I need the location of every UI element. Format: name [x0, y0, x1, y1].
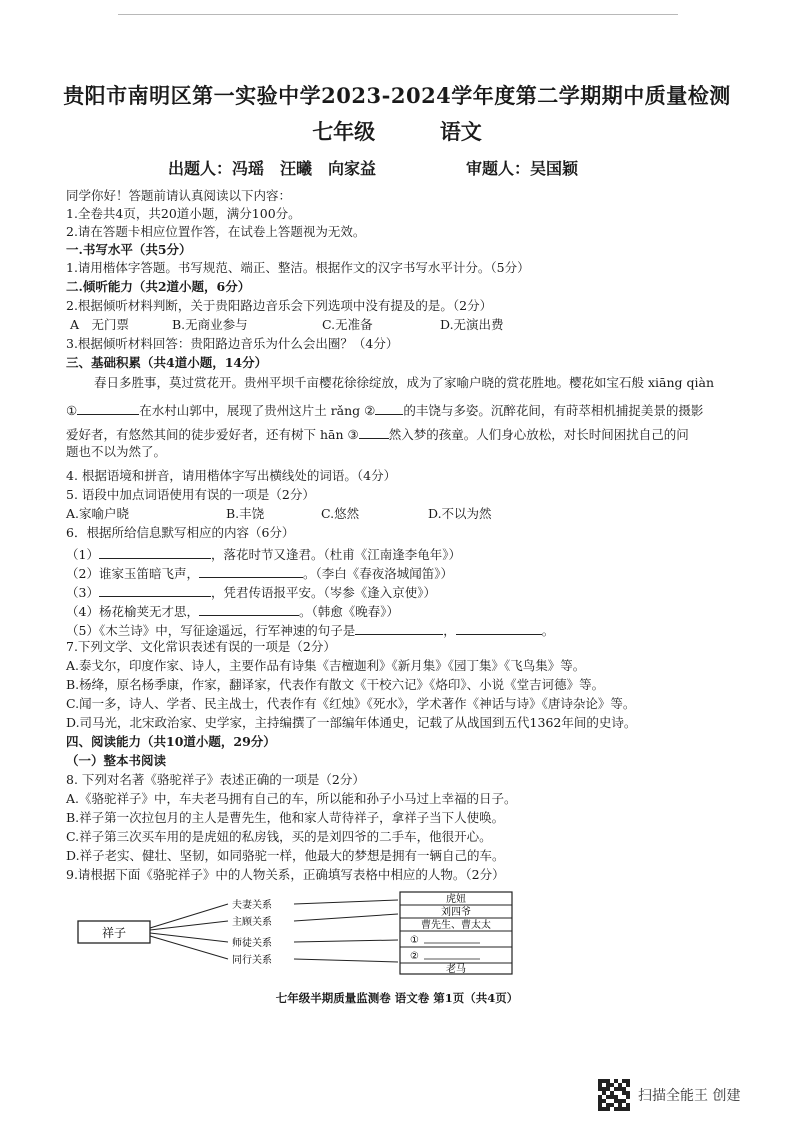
- table-cell-5-marker: ②: [410, 951, 419, 962]
- q8-option-c: C.祥子第三次买车用的是虎妞的私房钱，买的是刘四爷的二手车，他很开心。: [66, 829, 492, 844]
- question-5: 5. 语段中加点词语使用有误的一项是（2分）: [66, 487, 315, 502]
- arrow-3: [294, 940, 398, 942]
- scanner-text: 扫描全能王 创建: [638, 1088, 741, 1104]
- q7-option-a: A.泰戈尔，印度作家、诗人，主要作品有诗集《吉檀迦利》《新月集》《园丁集》《飞鸟集》等。: [66, 658, 586, 673]
- qr-code-icon: [598, 1079, 630, 1111]
- table-cell-4-marker: ①: [410, 935, 419, 946]
- passage-line-4: 题也不以为然了。: [66, 444, 167, 459]
- exam-title: 贵阳市南明区第一实验中学2023-2024学年度第二学期期中质量检测: [63, 83, 731, 108]
- relation-line-3: [150, 933, 228, 942]
- question-4: 4. 根据语境和拼音，请用楷体字写出横线处的词语。（4分）: [66, 468, 397, 483]
- arrow-4: [294, 959, 398, 962]
- section-4-heading: 四、阅读能力（共10道小题，29分）: [66, 734, 276, 749]
- table-cell-6: 老马: [446, 964, 466, 975]
- page-footer: 七年级半期质量监测卷 语文卷 第1页（共4页）: [275, 991, 519, 1005]
- q6-4-prefix: （4）杨花榆荚无才思，: [66, 604, 199, 619]
- blank-3: [359, 426, 389, 439]
- q5-option-d: D.不以为然: [428, 506, 492, 521]
- q6-3-blank: [99, 584, 211, 597]
- relation-line-1: [150, 904, 228, 928]
- subject-label: 语文: [439, 119, 482, 144]
- arrow-2: [294, 914, 398, 921]
- q8-option-a: A.《骆驼祥子》中，车夫老马拥有自己的车，所以能和孙子小马过上幸福的日子。: [66, 791, 517, 806]
- authors: 出题人：冯瑶 汪曦 向家益: [168, 159, 377, 178]
- q2-option-d: D.无演出费: [440, 317, 504, 332]
- q7-option-c: C.闻一多，诗人、学者、民主战士，代表作有《红烛》《死水》，学术著作《神话与诗》《唐诗杂论》等。: [66, 696, 636, 711]
- subsection-book-reading: （一）整本书阅读: [66, 753, 167, 768]
- q6-5-prefix: （5）《木兰诗》中，写征途遥远，行军神速的句子是: [66, 623, 356, 638]
- blank-1: [77, 402, 139, 415]
- q2-option-a: A 无门票: [70, 317, 130, 332]
- q6-item-2: [66, 565, 453, 581]
- q8-option-d: D.祥子老实、健壮、坚韧，如同骆驼一样，他最大的梦想是拥有一辆自己的车。: [66, 848, 505, 863]
- relation-line-4: [150, 936, 228, 959]
- q5-option-c: C.悠然: [321, 506, 360, 521]
- q6-2-suffix: 。（李白《春夜洛城闻笛》）: [302, 566, 453, 581]
- q7-option-d: D.司马光，北宋政治家、史学家，主持编撰了一部编年体通史，记载了从战国到五代1362年间的史诗。: [66, 715, 637, 730]
- q6-1-blank: [99, 546, 211, 559]
- blank-2: [375, 402, 403, 415]
- q6-5-suffix: 。: [541, 623, 555, 638]
- exam-subtitle: [0, 116, 794, 146]
- top-scan-line: [118, 14, 678, 15]
- relation-line-2: [150, 921, 228, 930]
- relation-label-4: 同行关系: [232, 955, 272, 966]
- q8-option-b: B.祥子第一次拉包月的主人是曹先生，他和家人苛待祥子，拿祥子当下人使唤。: [66, 810, 505, 825]
- q6-1-prefix: （1）: [66, 547, 99, 562]
- q6-4-blank: [199, 603, 299, 616]
- section-3-heading: 三、基础积累（共4道小题，14分）: [66, 355, 268, 370]
- scanner-watermark: [598, 1079, 740, 1111]
- relation-label-2: 主顾关系: [232, 917, 272, 928]
- section-2-heading: 二.倾听能力（共2道小题，6分）: [66, 279, 251, 294]
- q5-option-a: A.家喻户晓: [66, 506, 130, 521]
- q6-3-suffix: ，凭君传语报平安。（岑参《逢入京使》）: [210, 585, 436, 600]
- question-2: 2.根据倾听材料判断，关于贵阳路边音乐会下列选项中没有提及的是。（2分）: [66, 298, 493, 313]
- q6-1-suffix: ，落花时节又逢君。（杜甫《江南逢李龟年》）: [210, 547, 461, 562]
- instruction-item-2: 2.请在答题卡相应位置作答，在试卷上答题视为无效。: [66, 224, 366, 239]
- q6-item-5: [66, 622, 554, 638]
- passage-line-2-text-b: 在水村山郭中，展现了贵州这片土 rǎng ②: [139, 403, 376, 418]
- passage-line-2-text-c: 的丰饶与多姿。沉醉花间，有莳萃相机捕捉美景的摄影: [403, 403, 704, 418]
- q6-2-prefix: （2）谁家玉笛暗飞声，: [66, 566, 199, 581]
- q2-option-c: C.无准备: [322, 317, 373, 332]
- q2-option-b: B.无商业参与: [172, 317, 248, 332]
- blank-marker-1: ①: [66, 403, 78, 418]
- passage-line-2: [66, 402, 703, 418]
- center-node-label: 祥子: [101, 926, 127, 940]
- question-7: 7.下列文学、文化常识表述有误的一项是（2分）: [66, 639, 336, 654]
- q7-option-b: B.杨绛，原名杨季康，作家，翻译家，代表作有散文《干校六记》《烙印》、小说《堂吉诃德》等。: [66, 677, 605, 692]
- arrow-1: [294, 900, 398, 904]
- q6-5-blank-b: [456, 622, 542, 635]
- instruction-item-1: 1.全卷共4页，共20道小题，满分100分。: [66, 206, 301, 221]
- question-1: 1.请用楷体字答题。书写规范、端正、整洁。根据作文的汉字书写水平计分。（5分）: [66, 260, 530, 275]
- q6-item-4: [66, 603, 399, 619]
- q6-3-prefix: （3）: [66, 585, 99, 600]
- passage-line-3-text-b: 然入梦的孩童。人们身心放松，对长时间困扰自己的问: [388, 427, 689, 442]
- instructions-greeting: 同学你好！答题前请认真阅读以下内容：: [66, 188, 292, 203]
- q6-5-blank-a: [355, 622, 443, 635]
- q6-item-1: [66, 546, 461, 562]
- question-3: 3.根据倾听材料回答：贵阳路边音乐为什么会出圈？（4分）: [66, 336, 399, 351]
- q6-4-suffix: 。（韩愈《晚春》）: [298, 604, 399, 619]
- passage-line-1: 春日多胜事，莫过赏花开。贵州平坝千亩樱花徐徐绽放，成为了家喻户晓的赏花胜地。樱花如宝石般 xiāng qiàn: [94, 375, 715, 390]
- question-6: 6．根据所给信息默写相应的内容（6分）: [66, 525, 295, 540]
- relation-table: [400, 892, 512, 974]
- section-1-heading: 一.书写水平（共5分）: [66, 242, 192, 257]
- q6-2-blank: [199, 565, 303, 578]
- relation-label-1: 夫妻关系: [232, 900, 272, 911]
- table-cell-3: 曹先生、曹太太: [421, 920, 491, 931]
- question-8: 8. 下列对名著《骆驼祥子》表述正确的一项是（2分）: [66, 772, 365, 787]
- table-cell-1: 虎妞: [446, 894, 466, 905]
- q6-item-3: [66, 584, 436, 600]
- center-node-box: [78, 921, 150, 943]
- relation-label-3: 师徒关系: [232, 938, 272, 949]
- q6-5-mid: ，: [443, 623, 456, 638]
- reviewer: 审题人：吴国颖: [466, 159, 579, 178]
- passage-line-3-text-a: 爱好者，有悠然其间的徒步爱好者，还有树下 hān ③: [66, 427, 359, 442]
- passage-line-3: [66, 426, 689, 442]
- question-9: 9.请根据下面《骆驼祥子》中的人物关系，正确填写表格中相应的人物。（2分）: [66, 867, 505, 882]
- grade-label: 七年级: [312, 119, 376, 144]
- q5-option-b: B.丰饶: [226, 506, 265, 521]
- table-cell-2: 刘四爷: [441, 907, 471, 918]
